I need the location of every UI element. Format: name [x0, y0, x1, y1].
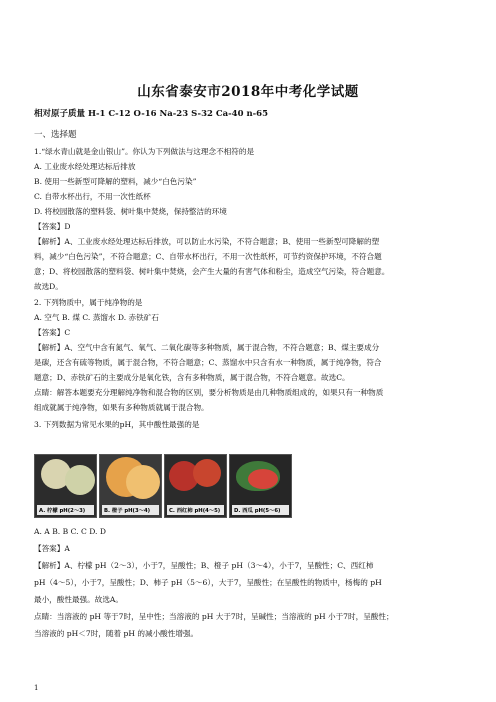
- lemon-caption: A. 柠檬 pH(2～3): [37, 505, 94, 515]
- page-number: 1: [34, 684, 39, 692]
- q1-analysis-line: 【解析】A、工业废水经处理达标后排放，可以防止水污染，不符合题意；B、使用一些新型可降解的塑: [34, 237, 380, 246]
- q2-analysis-line: 是碳，还含有硫等物质，属于混合物，不符合题意；C、蒸馏水中只含有水一种物质，属于纯净物，符合: [34, 358, 382, 367]
- q1-option-d: D. 将校园散落的塑料袋、树叶集中焚烧，保持整洁的环境: [34, 207, 227, 216]
- q3-analysis-line: 最小，酸性最强。故选A。: [34, 595, 124, 604]
- section-heading: 一、选择题: [34, 130, 77, 140]
- q2-answer: 【答案】C: [34, 328, 71, 337]
- q3-answer: 【答案】A: [34, 544, 70, 553]
- q1-stem: 1.“绿水青山就是金山银山”。你认为下列做法与这理念不相符的是: [34, 147, 255, 156]
- q2-analysis-line: 题意；D、赤铁矿石的主要成分是氧化铁，含有多种物质，属于混合物，不符合题意。故选C。: [34, 373, 350, 382]
- fruit-photo-strip: [34, 454, 292, 518]
- orange-photo: [99, 454, 162, 518]
- q2-analysis-line: 【解析】A、空气中含有氮气、氧气、二氧化碳等多种物质，属于混合物，不符合题意；B、煤主要成分: [34, 343, 380, 352]
- q1-option-c: C. 自带水杯出行，不用一次性纸杯: [34, 192, 151, 201]
- q1-analysis-line: 意；D、将校园散落的塑料袋、树叶集中焚烧，会产生大量的有害气体和粉尘，造成空气污染，符合题意。: [34, 267, 390, 276]
- lemon-photo: [34, 454, 97, 518]
- q3-analysis-line: pH（4～5），小于7，呈酸性；D、柿子 pH（5～6），大于7，呈酸性；在呈酸性的物质中，杨梅的 pH: [34, 578, 382, 587]
- watermelon-caption: D. 西瓜 pH(5～6): [232, 505, 289, 515]
- q2-note-line: 点睛：解答本题要充分理解纯净物和混合物的区别，要分析物质是由几种物质组成的，如果只有一种物质: [34, 388, 384, 397]
- q1-analysis-line: 故选D。: [34, 282, 63, 291]
- q3-note-line: 点睛：当溶液的 pH 等于7时，呈中性；当溶液的 pH 大于7时，呈碱性；当溶液的 pH 小于7时，呈酸性；: [34, 612, 394, 621]
- watermelon-photo: [229, 454, 292, 518]
- tomato-photo: [164, 454, 227, 518]
- q3-analysis-line: 【解析】A、柠檬 pH（2～3），小于7，呈酸性；B、橙子 pH（3～4），小于7，呈酸性；C、西红柿: [34, 561, 374, 570]
- q1-option-a: A. 工业废水经处理达标后排放: [34, 162, 136, 171]
- atomic-mass-line: 相对原子质量 H-1 C-12 O-16 Na-23 S-32 Ca-40 n-65: [34, 109, 268, 119]
- q3-options: A. A B. B C. C D. D: [34, 527, 106, 536]
- orange-caption: B. 橙子 pH(3～4): [102, 505, 159, 515]
- q2-stem: 2. 下列物质中，属于纯净物的是: [34, 298, 143, 307]
- q1-analysis-line: 料，减少“白色污染”，不符合题意；C、自带水杯出行，不用一次性纸杯，可节约资保护环境，不符合题: [34, 252, 382, 261]
- q3-note-line: 当溶液的 pH＜7时，随着 pH 的减小酸性增强。: [34, 629, 199, 638]
- q2-note-line: 组成就属于纯净物，如果有多种物质就属于混合物。: [34, 403, 209, 412]
- page-title: 山东省泰安市2018年中考化学试题: [137, 84, 359, 100]
- q1-answer: 【答案】D: [34, 222, 71, 231]
- q3-stem: 3. 下列数据为常见水果的pH，其中酸性最强的是: [34, 420, 200, 429]
- q2-options: A. 空气 B. 煤 C. 蒸馏水 D. 赤铁矿石: [34, 313, 159, 322]
- q1-option-b: B. 使用一些新型可降解的塑料，减少“白色污染”: [34, 177, 197, 186]
- tomato-caption: C. 西红柿 pH(4～5): [167, 505, 224, 515]
